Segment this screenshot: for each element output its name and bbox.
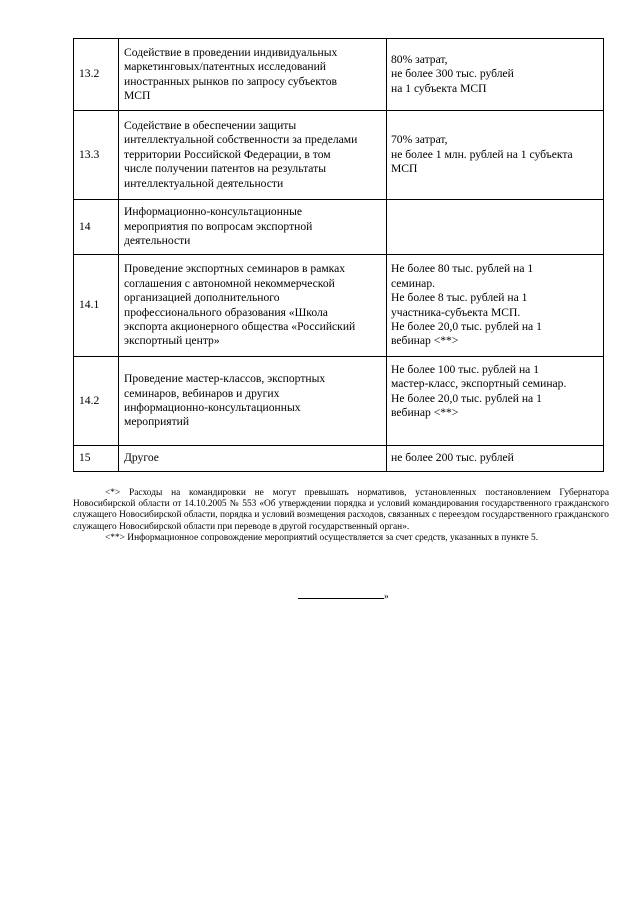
row-description: Информационно-консультационные мероприятия по вопросам экспортной деятельности xyxy=(119,200,387,255)
row-description: Другое xyxy=(119,446,387,472)
row-number: 13.2 xyxy=(74,39,119,111)
row-number: 14.2 xyxy=(74,357,119,446)
row-number: 15 xyxy=(74,446,119,472)
row-description: Проведение экспортных семинаров в рамках соглашения с автономной некоммерческой организацией дополнительного профессионального образования «Школа экспорта акционерного общества «Российский экспортный центр» xyxy=(119,255,387,357)
row-amount: не более 200 тыс. рублей xyxy=(387,446,604,472)
row-amount: Не более 100 тыс. рублей на 1 мастер-класс, экспортный семинар. Не более 20,0 тыс. рублей на 1 вебинар <**> xyxy=(387,357,604,446)
row-description: Содействие в обеспечении защиты интеллектуальной собственности за пределами территории Российской Федерации, в том числе получении патентов на результаты интеллектуальной деятельности xyxy=(119,111,387,200)
table-row xyxy=(74,111,604,200)
table-row xyxy=(74,200,604,255)
closing-quote: » xyxy=(384,592,389,602)
table-row xyxy=(74,446,604,472)
row-amount xyxy=(387,200,604,255)
footnote-information-support: <**> Информационное сопровождение мероприятий осуществляется за счет средств, указанных в пункте 5. xyxy=(105,532,539,543)
table-row xyxy=(74,357,604,446)
support-measures-table xyxy=(73,38,604,472)
row-description: Проведение мастер-классов, экспортных семинаров, вебинаров и других информационно-консультационных мероприятий xyxy=(119,357,387,446)
row-number: 14 xyxy=(74,200,119,255)
footnotes xyxy=(73,488,609,544)
row-amount: Не более 80 тыс. рублей на 1 семинар. Не более 8 тыс. рублей на 1 участника-субъекта МСП. Не более 20,0 тыс. рублей на 1 вебинар <**> xyxy=(387,255,604,357)
row-number: 13.3 xyxy=(74,111,119,200)
footnote-travel-expenses: <*> Расходы на командировки не могут превышать нормативов, установленных постановлением Губернатора Новосибирской области от 14.10.2005 № 553 «Об утверждении порядка и условий командирования государственного гражданского служащего Новосибирской области, порядка и условий возмещения расходов, связанных с переездом государственного гражданского служащего Новосибирской области при переводе в другой государственный орган». xyxy=(73,488,609,532)
table-row xyxy=(74,39,604,111)
signature-rule xyxy=(298,589,384,599)
row-amount: 70% затрат, не более 1 млн. рублей на 1 субъекта МСП xyxy=(387,111,604,200)
row-number: 14.1 xyxy=(74,255,119,357)
table-row xyxy=(74,255,604,357)
closing-line xyxy=(298,589,389,603)
row-amount: 80% затрат, не более 300 тыс. рублей на 1 субъекта МСП xyxy=(387,39,604,111)
row-description: Содействие в проведении индивидуальных маркетинговых/патентных исследований иностранных рынков по запросу субъектов МСП xyxy=(119,39,387,111)
